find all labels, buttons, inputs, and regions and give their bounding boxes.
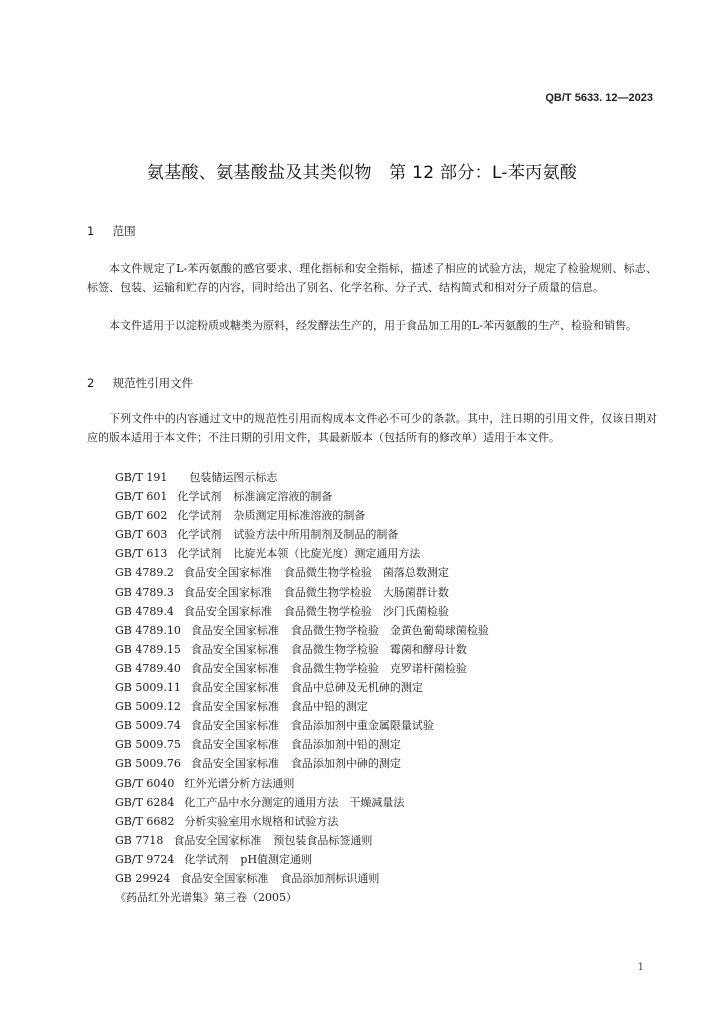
reference-title: 包装储运图示标志 <box>189 471 278 484</box>
reference-publisher: 食品安全国家标准 <box>180 871 269 885</box>
reference-item <box>115 793 489 812</box>
reference-item <box>115 487 489 506</box>
reference-publisher: 食品安全国家标准 <box>190 700 279 714</box>
reference-item <box>115 602 489 621</box>
reference-publisher: 食品安全国家标准 <box>190 757 279 771</box>
reference-publisher: 化学试剂 <box>184 852 229 866</box>
reference-item <box>115 544 489 563</box>
reference-title: 食品微生物学检验 沙门氏菌检验 <box>283 604 449 618</box>
reference-code: GB 4789.10 <box>115 623 181 637</box>
reference-title: 预包装食品标签通则 <box>273 833 373 847</box>
reference-item <box>115 831 489 850</box>
reference-title: 食品微生物学检验 金黄色葡萄球菌检验 <box>290 623 489 637</box>
reference-title: 食品微生物学检验 大肠菌群计数 <box>283 585 449 599</box>
reference-code: GB/T 6284 <box>115 795 175 809</box>
scope-paragraph-2: 本文件适用于以淀粉质或糖类为原料，经发酵法生产的，用于食品加工用的L-苯丙氨酸的生产、检验和销售。 <box>109 319 638 332</box>
reference-code: GB 29924 <box>115 871 171 885</box>
reference-item <box>115 583 489 602</box>
reference-publisher: 化学试剂 <box>177 490 222 504</box>
reference-item <box>115 525 489 544</box>
reference-title: 红外光谱分析方法通则 <box>184 776 295 790</box>
reference-item <box>115 678 489 697</box>
reference-item <box>115 506 489 525</box>
reference-item <box>115 697 489 716</box>
reference-code: GB 7718 <box>115 833 164 847</box>
reference-title: 食品中铅的测定 <box>290 700 368 714</box>
section-2-heading <box>87 375 193 391</box>
reference-title: 杂质测定用标准溶液的制备 <box>233 509 366 523</box>
reference-publisher: 食品安全国家标准 <box>190 661 279 675</box>
reference-publisher: 食品安全国家标准 <box>190 642 279 656</box>
reference-title: 食品中总砷及无机砷的测定 <box>290 681 423 695</box>
reference-item <box>115 659 489 678</box>
references-intro-paragraph: 下列文件中的内容通过文中的规范性引用而构成本文件必不可少的条款。其中，注日期的引用文件，仅该日期对应的版本适用于本文件；不注日期的引用文件，其最新版本（包括所有的修改单）适用于本文件。 <box>87 412 657 444</box>
reference-title: 食品微生物学检验 克罗诺杆菌检验 <box>290 661 467 675</box>
reference-code: GB 5009.74 <box>115 719 181 733</box>
reference-item <box>115 888 489 907</box>
reference-title: pH值测定通则 <box>240 852 313 866</box>
reference-code: GB/T 191 <box>115 471 168 484</box>
normative-reference-list <box>115 468 489 907</box>
standard-code: QB/T 5633. 12—2023 <box>545 92 653 104</box>
reference-publisher: 食品安全国家标准 <box>190 738 279 752</box>
reference-title: 分析实验室用水规格和试验方法 <box>184 814 339 828</box>
reference-code: GB 4789.4 <box>115 604 174 618</box>
reference-code: GB 5009.75 <box>115 738 181 752</box>
reference-code: GB 4789.2 <box>115 566 174 580</box>
reference-publisher: 化学试剂 <box>177 547 222 561</box>
reference-title: 食品微生物学检验 霉菌和酵母计数 <box>290 642 467 656</box>
reference-code: GB/T 9724 <box>115 852 175 866</box>
reference-code: GB 4789.40 <box>115 661 181 675</box>
section-number: 1 <box>87 224 95 238</box>
reference-code: GB 4789.3 <box>115 585 174 599</box>
reference-title: 食品微生物学检验 菌落总数测定 <box>283 566 449 580</box>
reference-item <box>115 735 489 754</box>
reference-code: GB/T 602 <box>115 509 168 523</box>
page-number: 1 <box>637 962 644 973</box>
reference-item <box>115 640 489 659</box>
reference-title: 食品添加剂中重金属限量试验 <box>290 719 434 733</box>
reference-publisher: 食品安全国家标准 <box>190 681 279 695</box>
reference-code: GB/T 613 <box>115 547 168 561</box>
reference-code: GB/T 603 <box>115 528 168 542</box>
reference-item <box>115 869 489 888</box>
reference-item <box>115 850 489 869</box>
scope-paragraph-1: 本文件规定了L-苯丙氨酸的感官要求、理化指标和安全指标，描述了相应的试验方法，规定了检验规则、标志、标签、包装、运输和贮存的内容，同时给出了别名、化学名称、分子式、结构简式和相对分子质量的信息。 <box>87 262 657 294</box>
reference-title: 《药品红外光谱集》第三卷（2005） <box>115 891 297 905</box>
reference-code: GB/T 601 <box>115 490 168 504</box>
section-title: 范围 <box>112 224 136 238</box>
reference-publisher: 食品安全国家标准 <box>190 719 279 733</box>
reference-code: GB 5009.76 <box>115 757 181 771</box>
reference-item <box>115 812 489 831</box>
reference-item <box>115 468 489 487</box>
reference-title: 食品添加剂标识通则 <box>280 871 380 885</box>
reference-publisher: 食品安全国家标准 <box>183 566 272 580</box>
document-title: 氨基酸、氨基酸盐及其类似物 第 12 部分：L-苯丙氨酸 <box>146 163 578 183</box>
reference-code: GB/T 6682 <box>115 814 175 828</box>
reference-publisher: 食品安全国家标准 <box>190 623 279 637</box>
reference-publisher: 化学试剂 <box>177 528 222 542</box>
reference-title: 试验方法中所用制剂及制品的制备 <box>233 528 399 542</box>
section-title: 规范性引用文件 <box>112 376 194 390</box>
reference-title: 化工产品中水分测定的通用方法 干燥减量法 <box>184 795 405 809</box>
section-number: 2 <box>87 376 95 390</box>
reference-item <box>115 754 489 773</box>
reference-title: 食品添加剂中铅的测定 <box>290 738 401 752</box>
reference-title: 比旋光本领（比旋光度）测定通用方法 <box>233 547 421 561</box>
reference-item <box>115 563 489 582</box>
reference-publisher: 食品安全国家标准 <box>183 585 272 599</box>
reference-publisher: 化学试剂 <box>177 509 222 523</box>
reference-title: 食品添加剂中砷的测定 <box>290 757 401 771</box>
reference-code: GB/T 6040 <box>115 776 175 790</box>
reference-item <box>115 621 489 640</box>
reference-title: 标准滴定溶液的制备 <box>233 490 333 504</box>
reference-code: GB 4789.15 <box>115 642 181 656</box>
reference-code: GB 5009.11 <box>115 681 181 695</box>
section-1-heading <box>87 223 136 239</box>
reference-item <box>115 774 489 793</box>
reference-publisher: 食品安全国家标准 <box>183 604 272 618</box>
reference-publisher: 食品安全国家标准 <box>173 833 262 847</box>
reference-code: GB 5009.12 <box>115 700 181 714</box>
reference-item <box>115 716 489 735</box>
